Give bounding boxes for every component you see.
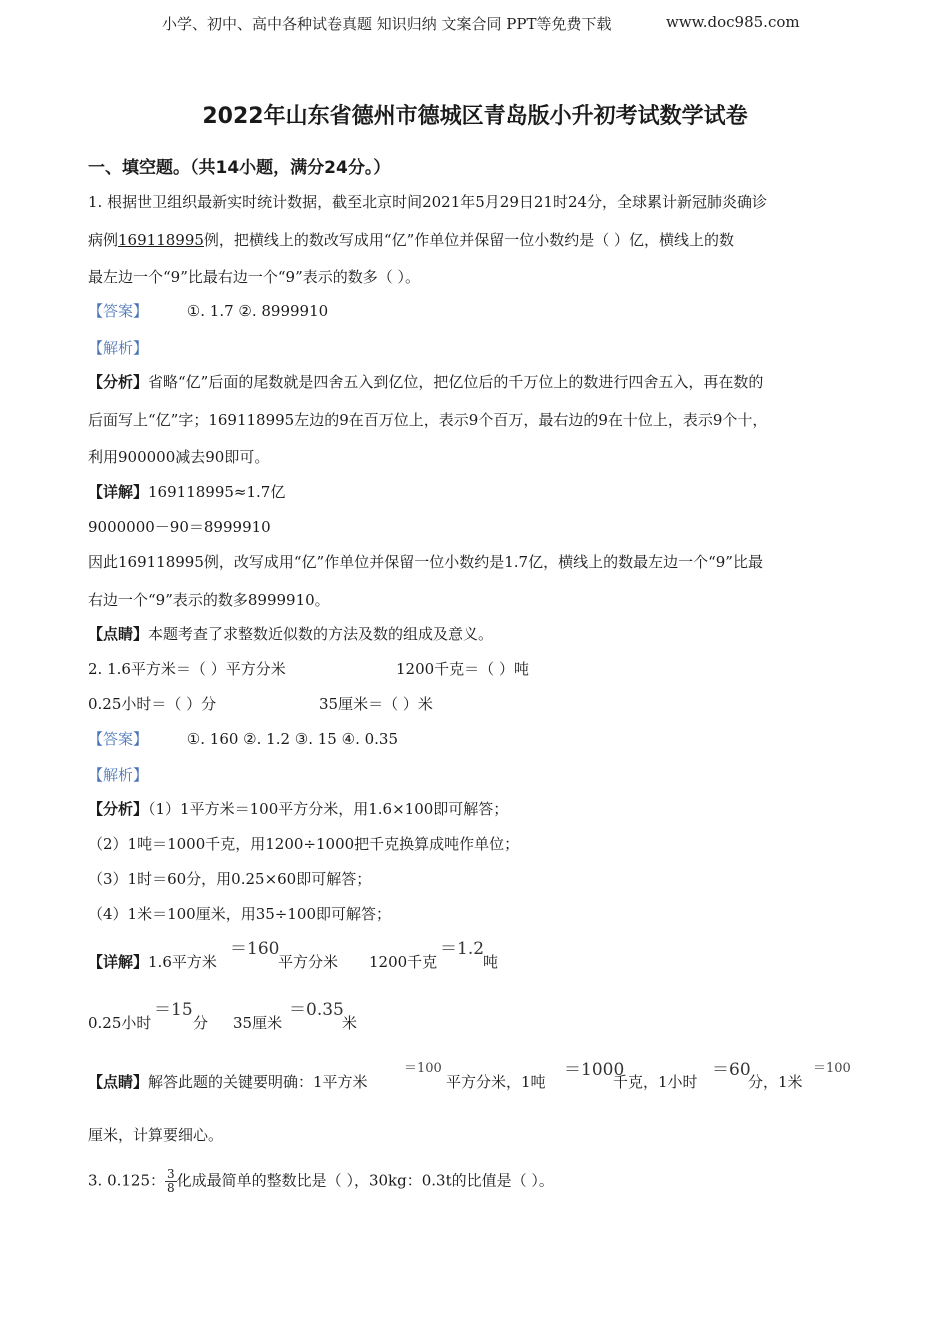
- fenxi-label: 【分析】: [88, 373, 149, 391]
- q2-line-2a: 0.25小时＝（ ）分: [88, 695, 217, 713]
- q3-start: 3. 0.125：: [88, 1171, 166, 1190]
- dianjing-label: 【点睛】: [88, 625, 149, 643]
- q2-fenxi-3: （3）1时＝60分，用0.25×60即可解答；: [88, 870, 372, 888]
- q2-y-c: 35厘米: [233, 1014, 283, 1032]
- q2-line-1b: 1200千克＝（ ）吨: [396, 660, 529, 678]
- q2-d-v3: ＝60: [712, 1060, 751, 1080]
- q1-xiangjie: [88, 481, 285, 502]
- q1-jiexi-label: 【解析】: [88, 339, 149, 357]
- q2-xiangjie-line-1: [88, 951, 217, 972]
- q1-fenxi-line-3: 利用900000减去90即可。: [88, 448, 270, 466]
- q2-d-c: 千克，1小时: [613, 1073, 698, 1091]
- q2-fenxi-text-1: （1）1平方米＝100平方分米，用1.6×100即可解答；: [148, 800, 509, 818]
- q2-y-b: 分: [193, 1014, 209, 1032]
- q2-x-a: 1.6平方米: [148, 953, 217, 971]
- q1-answer-value: ①. 1.7 ②. 8999910: [186, 302, 329, 320]
- q2-fenxi-1: [88, 798, 508, 819]
- q2-x-d: 吨: [483, 953, 499, 971]
- q1-underlined-number: 169118995: [118, 231, 204, 249]
- page-title: 2022年山东省德州市德城区青岛版小升初考试数学试卷: [202, 104, 748, 129]
- q2-d-v4: ＝100: [813, 1061, 851, 1076]
- answer-label: 【答案】: [88, 730, 149, 748]
- q3-fraction-numerator: 3: [167, 1167, 175, 1181]
- q2-line-2b: 35厘米＝（ ）米: [319, 695, 433, 713]
- q3-rest: 化成最简单的整数比是（ ），30kg：0.3t的比值是（ ）。: [176, 1171, 554, 1190]
- q2-dianjing-line-1: [88, 1071, 368, 1092]
- q1-conclusion-2: 右边一个“9”表示的数多8999910。: [88, 591, 330, 609]
- q2-x-a-value: ＝160: [230, 939, 280, 959]
- q1-line-2-suffix: 例，把横线上的数改写成用“亿”作单位并保留一位小数约是（ ）亿，横线上的数: [203, 231, 735, 249]
- q2-y-a-value: ＝15: [154, 1000, 193, 1020]
- dianjing-label: 【点睛】: [88, 1073, 149, 1091]
- q2-x-b: 平方分米: [278, 953, 339, 971]
- q2-d-d: 分，1米: [748, 1073, 803, 1091]
- q3-fraction: [165, 1168, 177, 1195]
- header-site-link[interactable]: www.doc985.com: [666, 13, 800, 31]
- q1-dianjing-text: 本题考查了求整数近似数的方法及数的组成及意义。: [148, 625, 494, 643]
- q2-jiexi-label: 【解析】: [88, 766, 149, 784]
- q2-x-c: 1200千克: [369, 953, 438, 971]
- header-promo-text: 小学、初中、高中各种试卷真题 知识归纳 文案合同 PPT等免费下载: [162, 15, 612, 33]
- q1-fenxi-text-1: 省略“亿”后面的尾数就是四舍五入到亿位，把亿位后的千万位上的数进行四舍五入，再在数的: [148, 373, 764, 391]
- q1-fenxi-line-1: [88, 371, 763, 392]
- q2-fenxi-2: （2）1吨＝1000千克，用1200÷1000把千克换算成吨作单位；: [88, 835, 520, 853]
- q1-dianjing: [88, 623, 493, 644]
- q2-x-c-value: ＝1.2: [440, 939, 485, 959]
- q2-d-a: 解答此题的关键要明确：1平方米: [148, 1073, 368, 1091]
- q1-fenxi-line-2: 后面写上“亿”字；169118995左边的9在百万位上，表示9个百万，最右边的9在十位上，表示9个十，: [88, 411, 768, 429]
- q2-d-b: 平方分米，1吨: [446, 1073, 546, 1091]
- q1-xiangjie-text: 169118995≈1.7亿: [148, 483, 286, 501]
- q3-fraction-denominator: 8: [167, 1181, 175, 1196]
- q2-y-c-value: ＝0.35: [289, 1000, 344, 1020]
- q1-line-3: 最左边一个“9”比最右边一个“9”表示的数多（ ）。: [88, 268, 421, 286]
- q1-answer: [88, 300, 328, 321]
- xiangjie-label: 【详解】: [88, 953, 149, 971]
- answer-label: 【答案】: [88, 302, 149, 320]
- q3-line: [88, 1168, 554, 1195]
- q2-fenxi-4: （4）1米＝100厘米，用35÷100即可解答；: [88, 905, 392, 923]
- q2-line-1a: 2. 1.6平方米＝（ ）平方分米: [88, 660, 286, 678]
- q2-answer: [88, 728, 398, 749]
- q1-conclusion-1: 因此169118995例，改写成用“亿”作单位并保留一位小数约是1.7亿，横线上的数最左边一个“9”比最: [88, 553, 763, 571]
- fenxi-label: 【分析】: [88, 800, 149, 818]
- q2-dianjing-line-2: 厘米，计算要细心。: [88, 1126, 224, 1144]
- q2-d-v1: ＝100: [404, 1061, 442, 1076]
- q2-d-v2: ＝1000: [564, 1060, 625, 1080]
- q1-calculation: 9000000－90＝8999910: [88, 518, 271, 536]
- q1-line-2-prefix: 病例: [88, 231, 119, 249]
- xiangjie-label: 【详解】: [88, 483, 149, 501]
- q2-answer-value: ①. 160 ②. 1.2 ③. 15 ④. 0.35: [186, 730, 399, 748]
- q1-line-1: 1. 根据世卫组织最新实时统计数据，截至北京时间2021年5月29日21时24分，全球累计新冠肺炎确诊: [88, 193, 768, 211]
- q2-y-d: 米: [342, 1014, 358, 1032]
- q2-y-a: 0.25小时: [88, 1014, 152, 1032]
- section-heading: 一、填空题。（共14小题，满分24分。）: [88, 158, 391, 178]
- q1-line-2: [88, 229, 734, 250]
